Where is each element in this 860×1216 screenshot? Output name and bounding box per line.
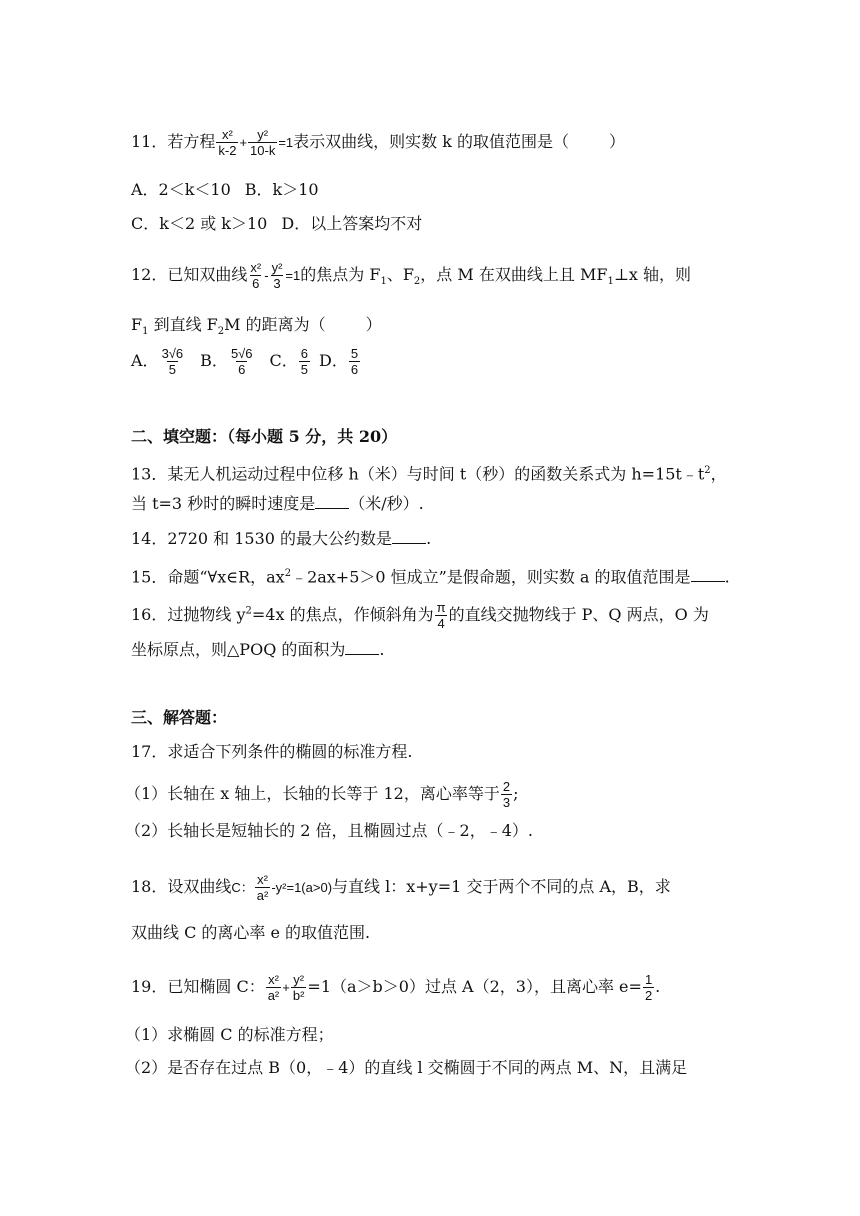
question-12: 12．已知双曲线 $\frac{\text{x²}}{6}$ - $\frac{\text{y²}}{3}$ =1的焦点为 $F_1$、$F_2$，点 M 在双曲线上且 $MF_1\perp x$ 轴，则 [131, 260, 691, 291]
question-19: 19．已知椭圆 C： $\frac{\text{x²}}{\text{a²}}$ + $\frac{\text{y²}}{\text{b²}}$ =1（a＞b＞0）过点 A（2，3），且离心率 e= $\frac{1}{2}$ . [131, 972, 661, 1003]
q12-fraction-x: $\frac{\text{x²}}{6}$ [250, 260, 262, 291]
question-13: 13．某无人机运动过程中位移 h（米）与时间 t（秒）的函数关系式为 $h=15t﹣t^2$， [131, 464, 727, 484]
section-3-heading: 三、解答题： [131, 708, 228, 727]
question-14: 14．2720 和 1530 的最大公约数是 . [131, 529, 432, 548]
answer-blank[interactable] [315, 494, 349, 509]
question-11: 11．若方程 $\frac{\text{x²}}{k-2}$ + $\frac{\text{y²}}{10-k}$ =1表示双曲线，则实数 k 的取值范围是（ ） [131, 127, 626, 158]
question-16-line2: 坐标原点，则△POQ 的面积为 . [131, 640, 385, 659]
answer-blank[interactable] [345, 640, 379, 655]
q19-part-2: （2）是否存在过点 B（0，﹣4）的直线 l 交椭圆于不同的两点 M、N，且满足 [125, 1058, 688, 1077]
q12-option-c: C． [269, 351, 298, 370]
q11-text: 11．若方程 [131, 132, 216, 151]
q11-option-b: B．k＞10 [244, 180, 319, 199]
q19-part-1: （1）求椭圆 C 的标准方程； [125, 1025, 334, 1044]
answer-blank[interactable] [392, 529, 426, 544]
q17-part-2: （2）长轴长是短轴长的 2 倍，且椭圆过点（﹣2，﹣4）. [125, 821, 533, 840]
question-17: 17．求适合下列条件的椭圆的标准方程. [131, 742, 413, 761]
q12-option-b: B． [200, 351, 228, 370]
q12-option-d: D． [319, 351, 348, 370]
q12-option-a: A． [131, 351, 159, 370]
q11-option-a: A．2＜k＜10 [131, 180, 231, 199]
q11-option-c: C．k＜2 或 k＞10 [131, 214, 268, 233]
question-16: 16．过抛物线 $y^2=4x$ 的焦点，作倾斜角为 $\frac{\pi}{4}$ 的直线交抛物线于 P、Q 两点，O 为 [131, 600, 709, 631]
question-18: 18．设双曲线C： $\frac{\text{x²}}{\text{a²}}$ -y²=1(a>0)与直线 l：x+y=1 交于两个不同的点 A，B，求 [131, 872, 671, 903]
q11-fraction-y: $\frac{\text{y²}}{10-k}$ [250, 127, 276, 158]
q11-option-d: D．以上答案均不对 [281, 214, 423, 233]
question-12-line2: $F_1$ 到直线 $F_2M$ 的距离为（ ） [131, 315, 382, 338]
question-13-line2: 当 t=3 秒时的瞬时速度是 （米/秒）. [131, 494, 424, 513]
q12-options: A． $\frac{3√6}{5}$ B． $\frac{5√6}{6}$ C． $\frac{6}{5}$ D． $\frac{5}{6}$ [131, 346, 359, 377]
question-15: 15．命题“∀x∈R，$ax^2﹣2ax+5>0$ 恒成立”是假命题，则实数 a 的取值范围是 . [131, 567, 730, 587]
answer-blank[interactable] [691, 567, 725, 582]
section-2-heading: 二、填空题：（每小题 5 分，共 20） [131, 427, 398, 446]
q11-fraction-x: $\frac{\text{x²}}{k-2}$ [218, 127, 237, 158]
question-18-line2: 双曲线 C 的离心率 e 的取值范围. [131, 923, 371, 942]
q11-options-cd [131, 213, 422, 235]
q12-fraction-y: $\frac{\text{y²}}{3}$ [271, 260, 283, 291]
q17-part-1: （1）长轴在 x 轴上，长轴的长等于 12，离心率等于 $\frac{2}{3}$ ; [125, 779, 519, 810]
q11-options-ab [131, 179, 319, 201]
q16-fraction-pi: $\frac{\pi}{4}$ [436, 600, 446, 631]
